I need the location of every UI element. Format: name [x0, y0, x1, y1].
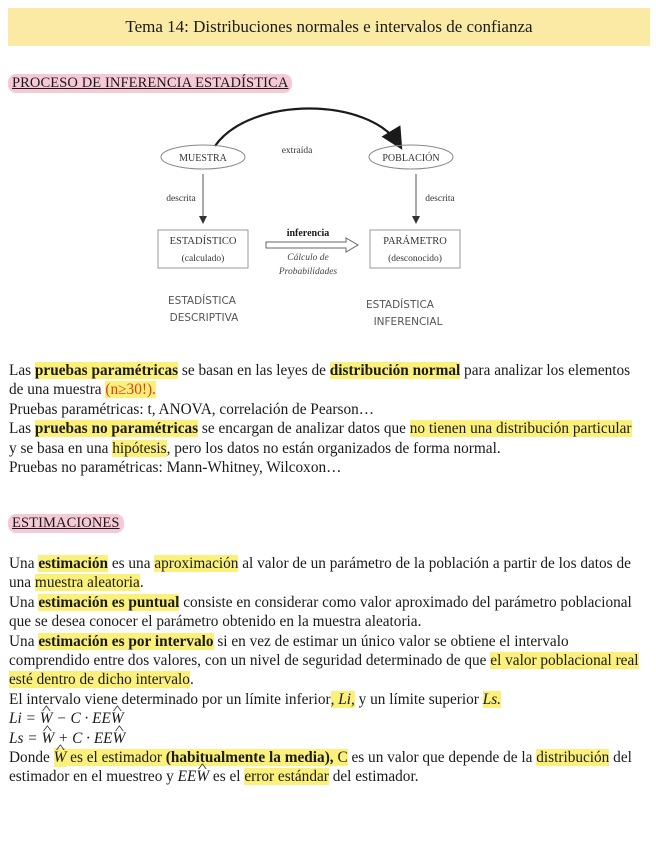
page-title: Tema 14: Distribuciones normales e intervalos de confianza — [125, 17, 533, 36]
inferencia-hollow-arrow — [266, 238, 358, 252]
parametro-label: PARÁMETRO — [383, 236, 447, 247]
highlight-w-estimador: ^ W — [54, 748, 67, 767]
highlight-estimacion-intervalo: estimación es por intervalo — [38, 632, 214, 650]
highlight-error-estandar: error estándar — [244, 768, 329, 786]
poblacion-label: POBLACIÓN — [382, 153, 440, 164]
highlight-c: C — [337, 749, 348, 767]
inferencial-label-1: ESTADÍSTICA — [366, 299, 434, 311]
highlight-muestra-aleatoria: muestra aleatoria — [34, 574, 140, 592]
highlight-media: media — [284, 749, 325, 767]
descrita-left-label: descrita — [166, 194, 196, 204]
section-heading-inferencia: PROCESO DE INFERENCIA ESTADÍSTICA — [8, 74, 292, 93]
highlight-estimacion: estimación — [38, 555, 108, 572]
parametric-tests-paragraph: Las pruebas paramétricas se basan en las leyes de distribución normal para analizar los elementos de una muestra (n≥30!). Pruebas paramétricas: t, ANOVA, correlación de Pearson… Las pruebas no paramétricas se encargan de analizar datos que no tienen una distribución particular y se basa en una hipótesis, pero los datos no están organizados de forma normal. Pruebas no paramétricas: Mann-Whitney, Wilcoxon… — [9, 362, 632, 477]
highlight-aproximacion: aproximación — [154, 555, 239, 572]
descriptiva-label-1: ESTADÍSTICA — [168, 295, 236, 307]
calculado-label: (calculado) — [181, 254, 225, 264]
highlight-no-distribucion: no tienen una distribución particular — [409, 420, 632, 438]
highlight-distribucion-normal: distribución normal — [329, 362, 461, 379]
parametric-examples: Pruebas paramétricas: t, ANOVA, correlación de Pearson… — [9, 400, 375, 418]
highlight-li: , Li, — [330, 690, 355, 708]
calculo-label-1: Cálculo de — [287, 253, 329, 263]
inferencia-label: inferencia — [286, 228, 330, 239]
descrita-right-label: descrita — [425, 194, 455, 204]
calculo-label-2: Probabilidades — [278, 267, 338, 277]
highlight-distribucion: distribución — [536, 749, 610, 767]
highlight-hipotesis: hipótesis — [112, 439, 167, 457]
inferencial-label-2: INFERENCIAL — [373, 316, 443, 328]
estadistico-label: ESTADÍSTICO — [169, 236, 237, 247]
section-heading-estimaciones: ESTIMACIONES — [8, 514, 124, 533]
page-title-bar — [8, 8, 650, 46]
estimations-paragraph: Una estimación es una aproximación al valor de un parámetro de la población a partir de los datos de una muestra aleatoria. Una estimación es puntual consiste en considerar como valor aproximado del parámetro poblacional que se desea conocer el parámetro obtenido en la muestra aleatoria. Una estimación es por intervalo si en vez de estimar un único valor se obtiene el intervalo comprendido entre dos valores, con un nivel de seguridad determinado de que el valor poblacional real esté dentro de dicho intervalo. El intervalo viene determinado por un límite inferior, Li, y un límite superior Ls. Li = ^ W − C · EE^ W Ls = ^ W + C · EE^ W Donde ^ W es el estimador (habitualmente la media), C es un valor que depende de la distribución del estimador en el muestreo y EE^ W es el error estándar del estimador. — [9, 554, 641, 787]
inference-diagram — [150, 106, 480, 340]
highlight-pruebas-parametricas: pruebas paramétricas — [34, 362, 179, 379]
highlight-pruebas-no-parametricas: pruebas no paramétricas — [34, 420, 199, 438]
muestra-label: MUESTRA — [179, 153, 227, 164]
highlight-n30: (n≥30!). — [105, 381, 156, 399]
formula-ls: Ls = ^ W + C · EE^ W — [9, 729, 641, 748]
descriptiva-label-2: DESCRIPTIVA — [169, 312, 239, 324]
nonparametric-examples: Pruebas no paramétricas: Mann-Whitney, Wilcoxon… — [9, 459, 342, 477]
highlight-ls: Ls. — [482, 690, 501, 708]
desconocido-label: (desconocido) — [388, 254, 442, 264]
highlight-estimacion-puntual: estimación es puntual — [38, 593, 180, 611]
formula-li: Li = ^ W − C · EE^ W — [9, 709, 641, 728]
extraida-curved-arrow — [215, 109, 400, 147]
extraida-label: extraída — [281, 146, 313, 156]
highlight-valor-poblacional: el valor poblacional real esté dentro de dicho intervalo — [9, 652, 639, 689]
